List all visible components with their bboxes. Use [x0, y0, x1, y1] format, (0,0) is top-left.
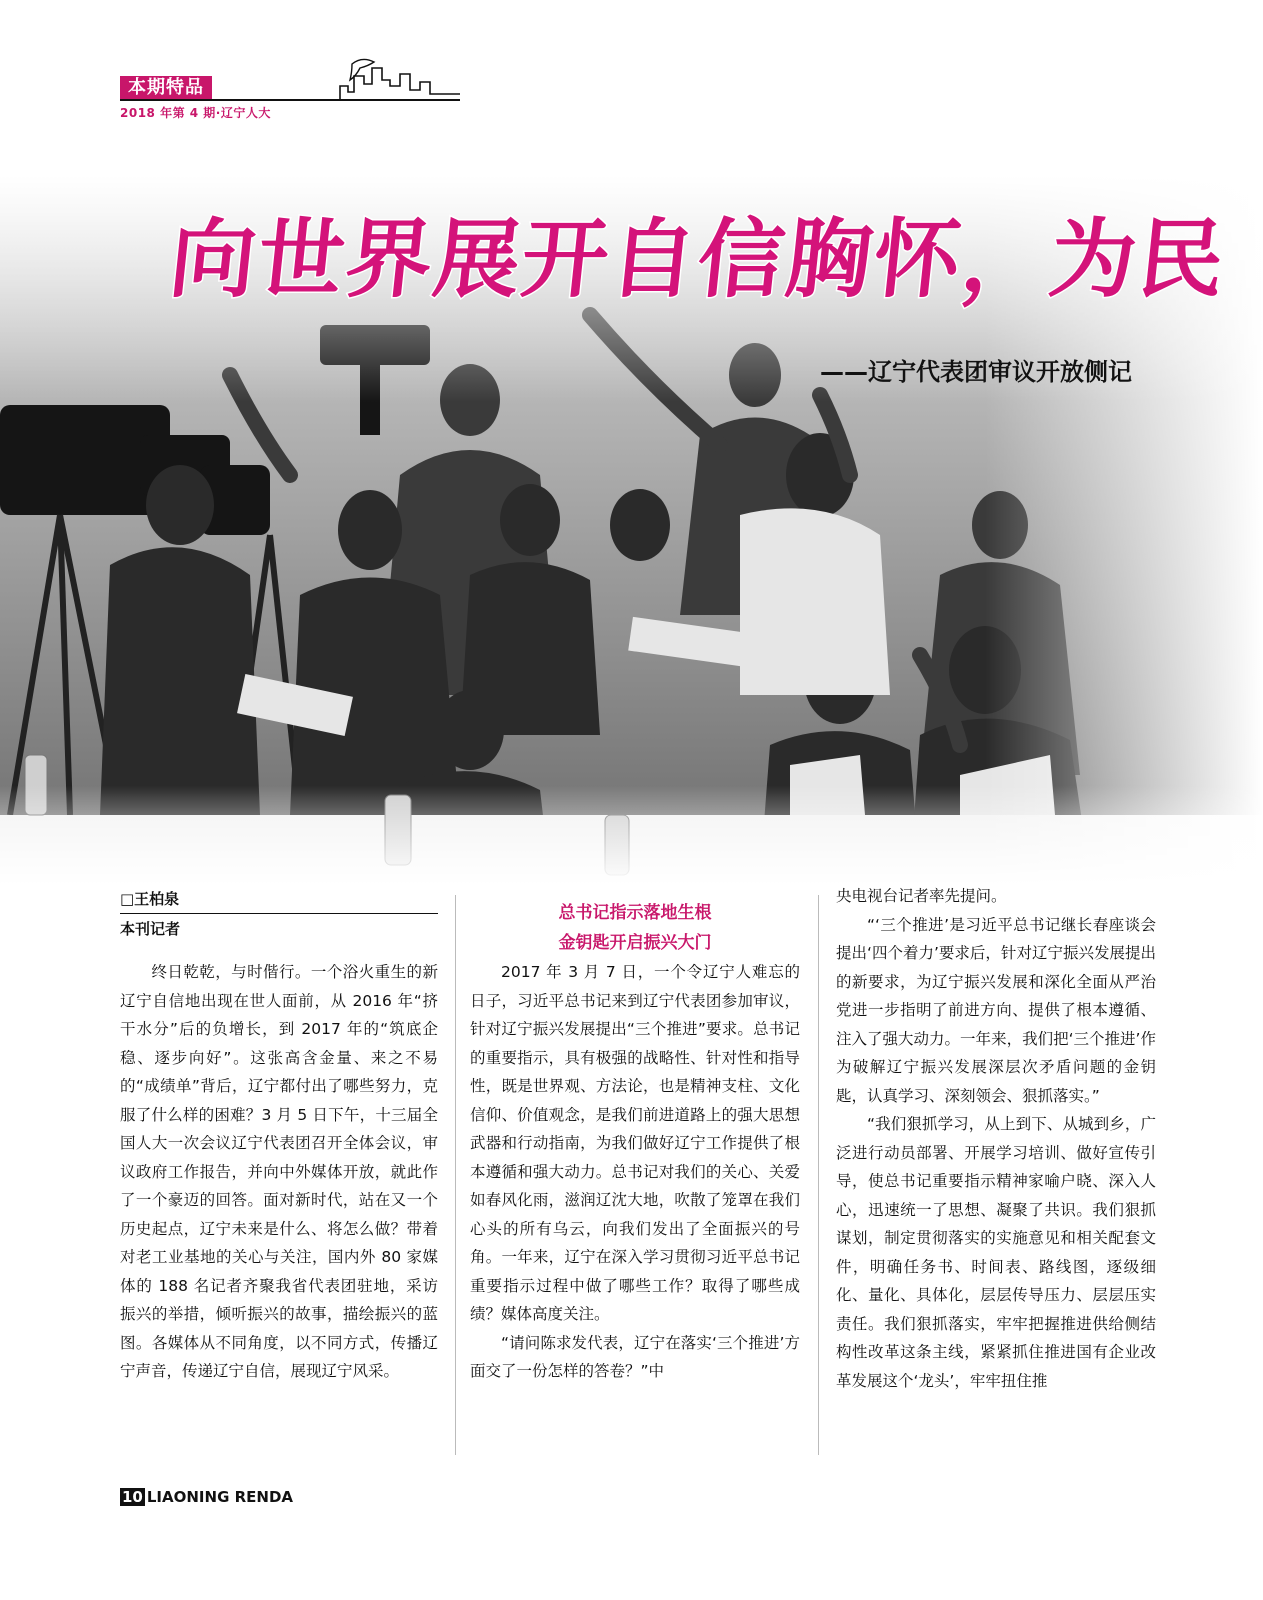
paragraph	[470, 1329, 800, 1386]
byline	[120, 888, 438, 940]
paragraph	[120, 958, 438, 1386]
section-heading-line-2: 金钥匙开启振兴大门	[558, 933, 712, 953]
paragraph-text: 2017 年 3 月 7 日，一个令辽宁人难忘的日子，习近平总书记来到辽宁代表团参加审议，针对辽宁振兴发展提出“三个推进”要求。总书记的重要指示，具有极强的战略性、针对性和指导性，既是世界观、方法论，也是精神支柱、文化信仰、价值观念，是我们前进道路上的强大思想武器和行动指南，为我们做好辽宁工作提供了根本遵循和强大动力。总书记对我们的关心、关爱如春风化雨，滋润辽沈大地，吹散了笼罩在我们心头的所有乌云，向我们发出了全面振兴的号角。一年来，辽宁在深入学习贯彻习近平总书记重要指示过程中做了哪些工作？取得了哪些成绩？媒体高度关注。	[470, 963, 800, 1323]
issue-line	[120, 104, 271, 121]
section-tag: 本期特品	[120, 76, 212, 100]
paragraph	[836, 911, 1156, 1111]
section-heading	[470, 898, 800, 958]
author-name: □王柏泉	[120, 890, 180, 908]
author-role: 本刊记者	[120, 920, 181, 938]
magazine-name: 辽宁人大	[220, 106, 271, 120]
paragraph	[470, 958, 800, 1329]
page-number: 10	[122, 1488, 143, 1506]
section-heading-line-1: 总书记指示落地生根	[558, 903, 712, 923]
paragraph-text: “我们狠抓学习，从上到下、从城到乡，广泛进行动员部署、开展学习培训、做好宣传引导，使总书记重要指示精神家喻户晓、深入人心，迅速统一了思想、凝聚了共识。我们狠抓谋划，制定贯彻落实的实施意见和相关配套文件，明确任务书、时间表、路线图，逐级细化、量化、具体化，层层传导压力、层层压实责任。我们狠抓落实，牢牢把握推进供给侧结构性改革这条主线，紧紧抓住推进国有企业改革发展这个‘龙头’，牢牢扭住推	[836, 1115, 1156, 1390]
article-column-1	[120, 958, 438, 1386]
magazine-english-name: LIAONING RENDA	[146, 1488, 294, 1506]
subtitle: ——辽宁代表团审议开放侧记	[820, 358, 1132, 386]
page-footer	[120, 1488, 293, 1506]
paragraph-text: “请问陈求发代表，辽宁在落实‘三个推进’方面交了一份怎样的答卷？”中	[470, 1333, 800, 1380]
column-divider	[455, 895, 456, 1455]
column-divider	[818, 895, 819, 1455]
paragraph	[836, 1110, 1156, 1395]
skyline-logo-icon	[330, 56, 460, 106]
article-column-2	[470, 958, 800, 1386]
paragraph-text: 终日乾乾，与时偕行。一个浴火重生的新辽宁自信地出现在世人面前，从 2016 年“挤干水分”后的负增长，到 2017 年的“筑底企稳、逐步向好”。这张高含金量、来之不易的“成绩单”背后，辽宁都付出了哪些努力，克服了什么样的困难？3 月 5 日下午，十三届全国人大一次会议辽宁代表团召开全体会议，审议政府工作报告，并向中外媒体开放，就此作了一个豪迈的回答。面对新时代，站在又一个历史起点，辽宁未来是什么、将怎么做？带着对老工业基地的关心与关注，国内外 80 家媒体的 188 名记者齐聚我省代表团驻地，采访振兴的举措，倾听振兴的故事，描绘振兴的蓝图。各媒体从不同角度，以不同方式，传播辽宁声音，传递辽宁自信，展现辽宁风采。	[120, 963, 438, 1380]
headline: 向世界展开自信胸怀，为民	[164, 210, 1232, 310]
paragraph-text: 央电视台记者率先提问。	[836, 887, 1007, 905]
paragraph-text: “‘三个推进’是习近平总书记继长春座谈会提出‘四个着力’要求后，针对辽宁振兴发展提出的新要求，为辽宁振兴发展和深化全面从严治党进一步指明了前进方向、提供了根本遵循、注入了强大动力。一年来，我们把‘三个推进’作为破解辽宁振兴发展深层次矛盾问题的金钥匙，认真学习、深刻领会、狠抓落实。”	[836, 915, 1156, 1105]
article-column-3	[836, 882, 1156, 1395]
byline-rule	[120, 913, 438, 914]
paragraph	[836, 882, 1156, 911]
issue-text: 2018 年第 4 期·	[120, 106, 221, 120]
